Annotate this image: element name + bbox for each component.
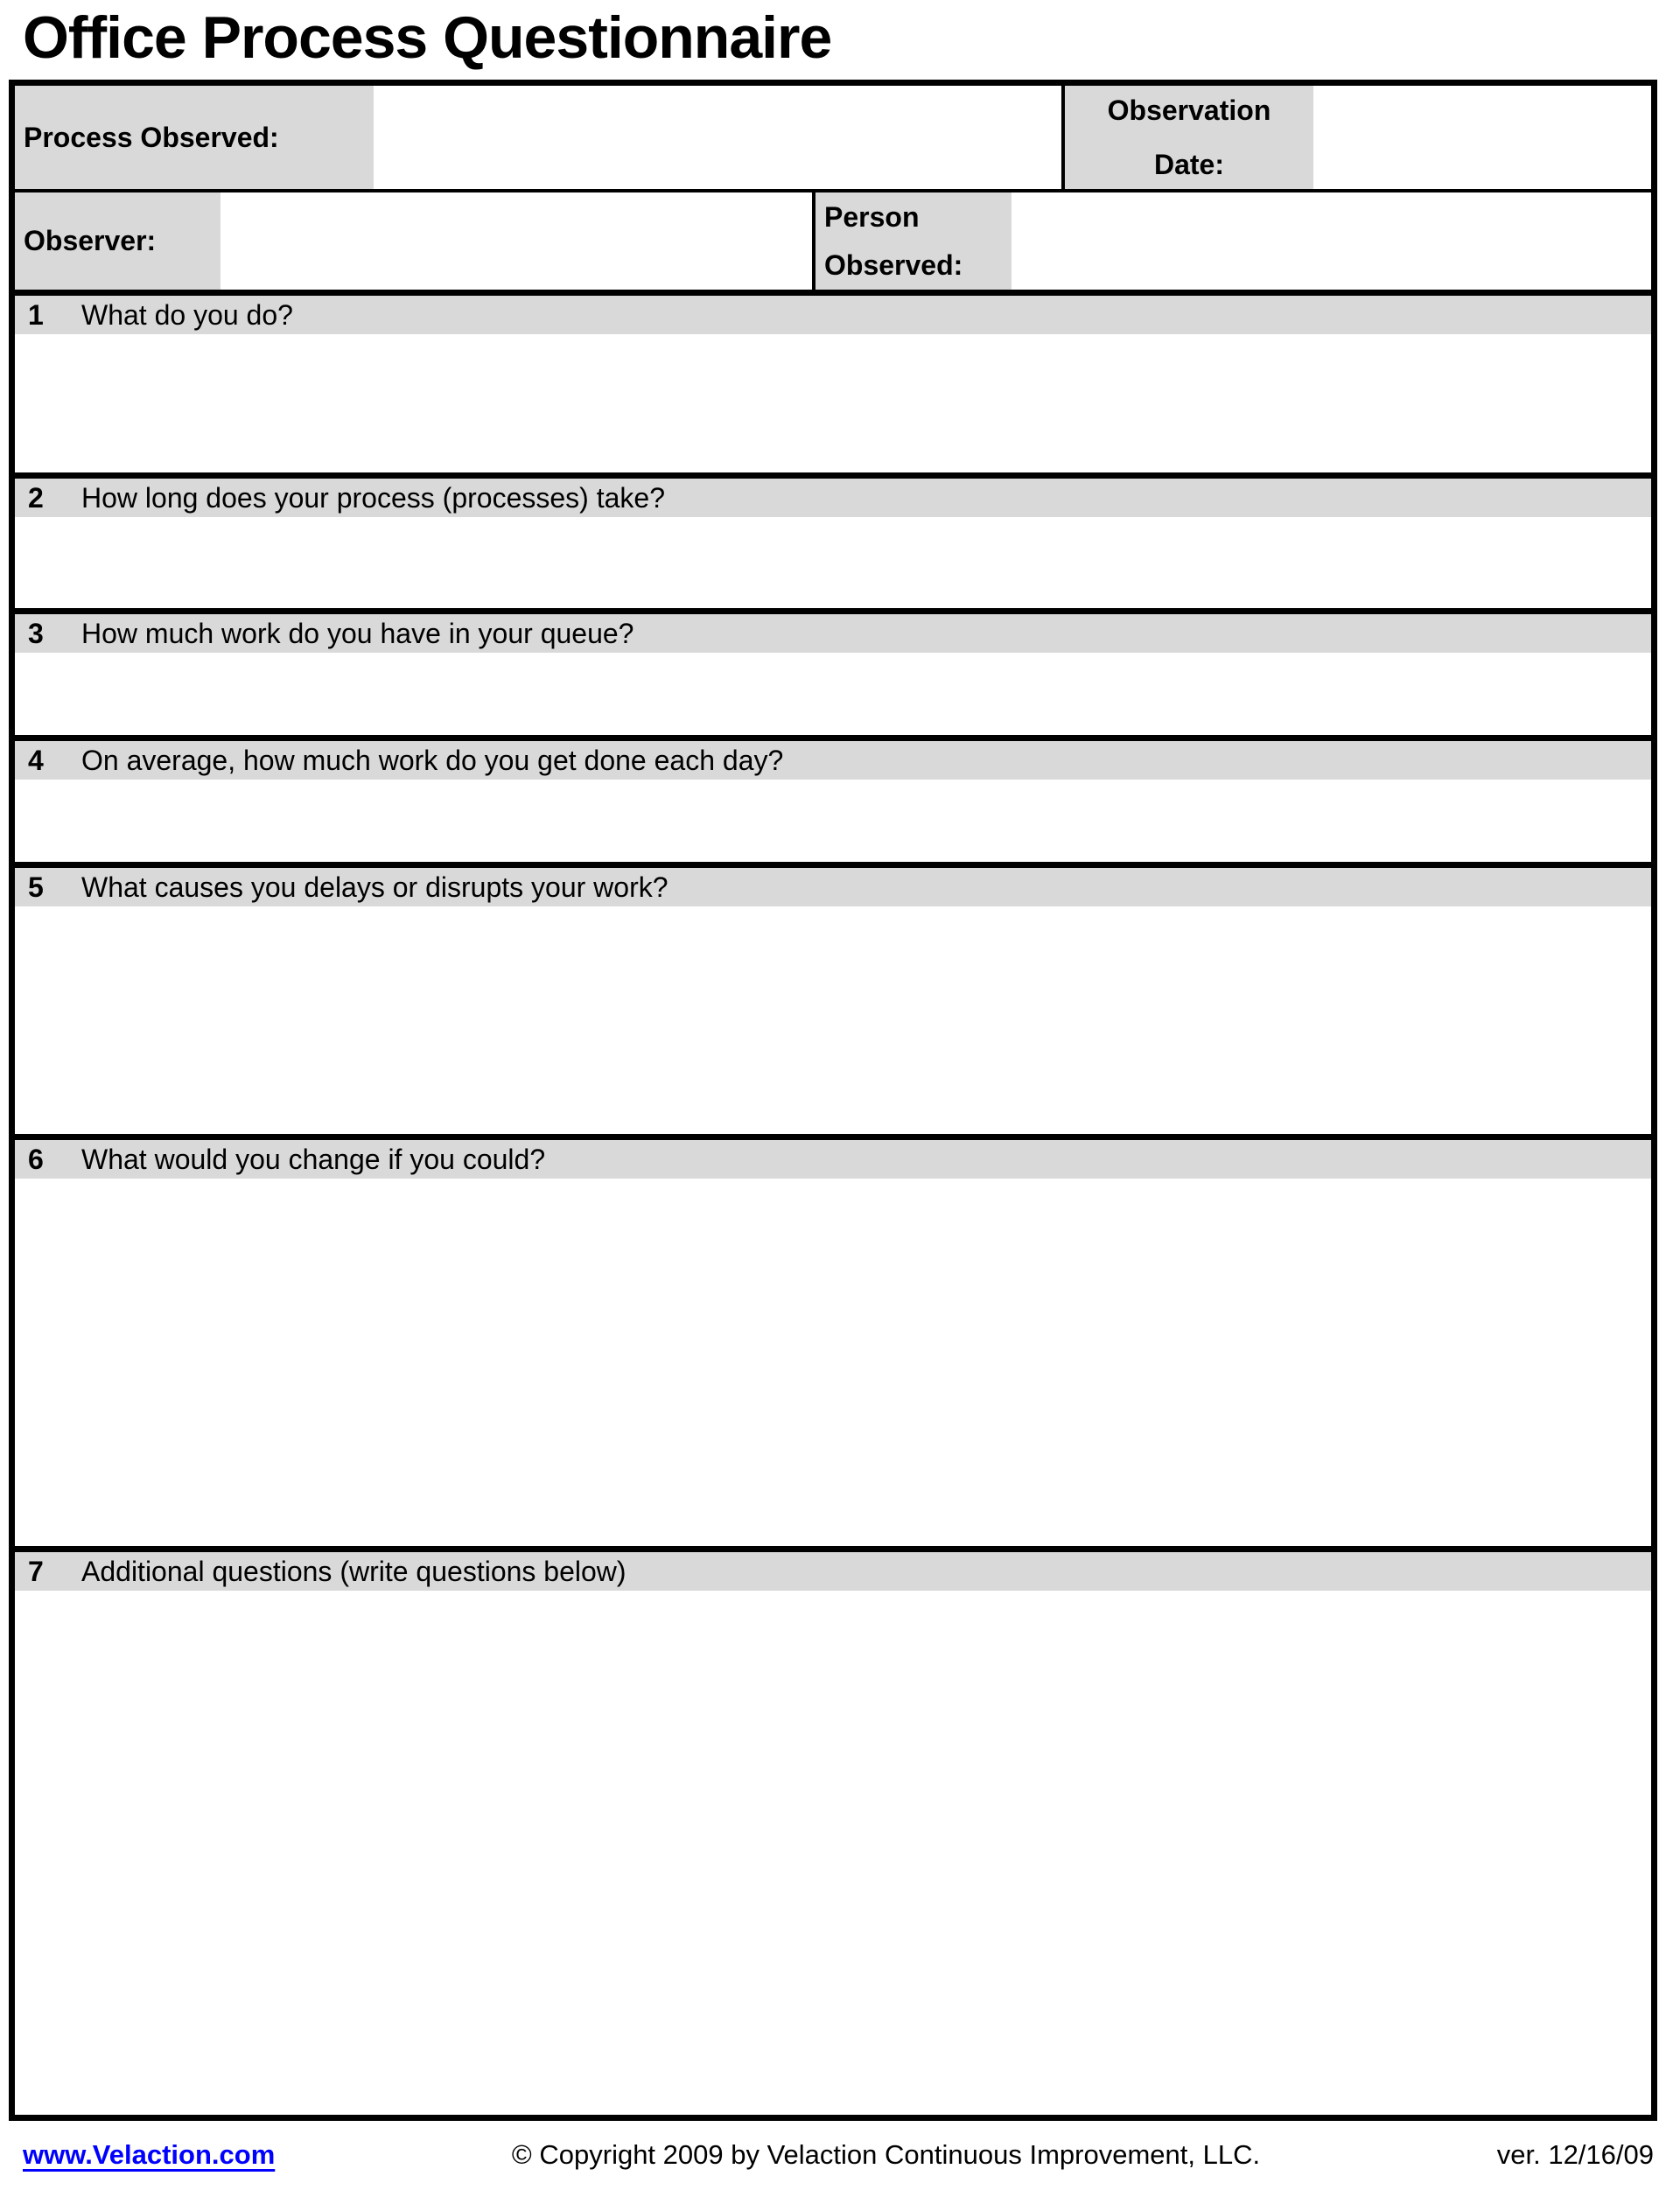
question-4-header <box>15 741 1651 780</box>
version-text: ver. 12/16/09 <box>1496 2139 1654 2170</box>
website-link[interactable]: www.Velaction.com <box>23 2139 276 2170</box>
question-text: How much work do you have in your queue? <box>81 617 634 649</box>
question-7-header <box>15 1552 1651 1591</box>
header-row-observer <box>15 192 1651 296</box>
observation-date-input[interactable] <box>1313 86 1651 189</box>
process-observed-input[interactable] <box>374 86 1061 189</box>
question-1-header <box>15 296 1651 334</box>
question-section-3 <box>15 614 1651 741</box>
question-1-answer-area[interactable] <box>15 334 1651 472</box>
person-observed-input[interactable] <box>1012 192 1651 290</box>
process-observed-label: Process Observed: <box>15 86 374 189</box>
question-section-2 <box>15 479 1651 614</box>
page-title: Office Process Questionnaire <box>23 4 832 71</box>
question-section-4 <box>15 741 1651 868</box>
question-number: 5 <box>28 871 44 903</box>
question-text: How long does your process (processes) take? <box>81 481 665 514</box>
question-number: 2 <box>28 481 44 514</box>
question-text: On average, how much work do you get done each day? <box>81 744 784 776</box>
question-6-answer-area[interactable] <box>15 1179 1651 1546</box>
question-number: 3 <box>28 617 44 649</box>
question-number: 1 <box>28 298 44 331</box>
copyright-text: © Copyright 2009 by Velaction Continuous Improvement, LLC. <box>511 2139 1261 2170</box>
question-3-header <box>15 614 1651 653</box>
observer-label: Observer: <box>15 192 220 290</box>
observer-input[interactable] <box>220 192 812 290</box>
question-number: 7 <box>28 1555 44 1587</box>
observation-date-label: Observation Date: <box>1065 86 1313 189</box>
question-5-header <box>15 868 1651 906</box>
question-number: 4 <box>28 744 44 776</box>
person-observed-label: Person Observed: <box>816 192 1012 290</box>
question-5-answer-area[interactable] <box>15 906 1651 1134</box>
question-text: Additional questions (write questions below) <box>81 1555 626 1587</box>
question-3-answer-area[interactable] <box>15 653 1651 735</box>
question-section-5 <box>15 868 1651 1140</box>
header-row-process <box>15 86 1651 192</box>
question-4-answer-area[interactable] <box>15 780 1651 862</box>
page-footer <box>23 2121 1654 2189</box>
question-section-1 <box>15 296 1651 479</box>
questionnaire-table <box>9 80 1657 2121</box>
question-2-answer-area[interactable] <box>15 517 1651 608</box>
question-2-header <box>15 479 1651 517</box>
question-section-6 <box>15 1140 1651 1552</box>
question-section-7 <box>15 1552 1651 2115</box>
question-text: What do you do? <box>81 298 293 331</box>
question-text: What would you change if you could? <box>81 1143 546 1175</box>
question-6-header <box>15 1140 1651 1179</box>
question-number: 6 <box>28 1143 44 1175</box>
question-7-answer-area[interactable] <box>15 1591 1651 2115</box>
question-text: What causes you delays or disrupts your work? <box>81 871 668 903</box>
